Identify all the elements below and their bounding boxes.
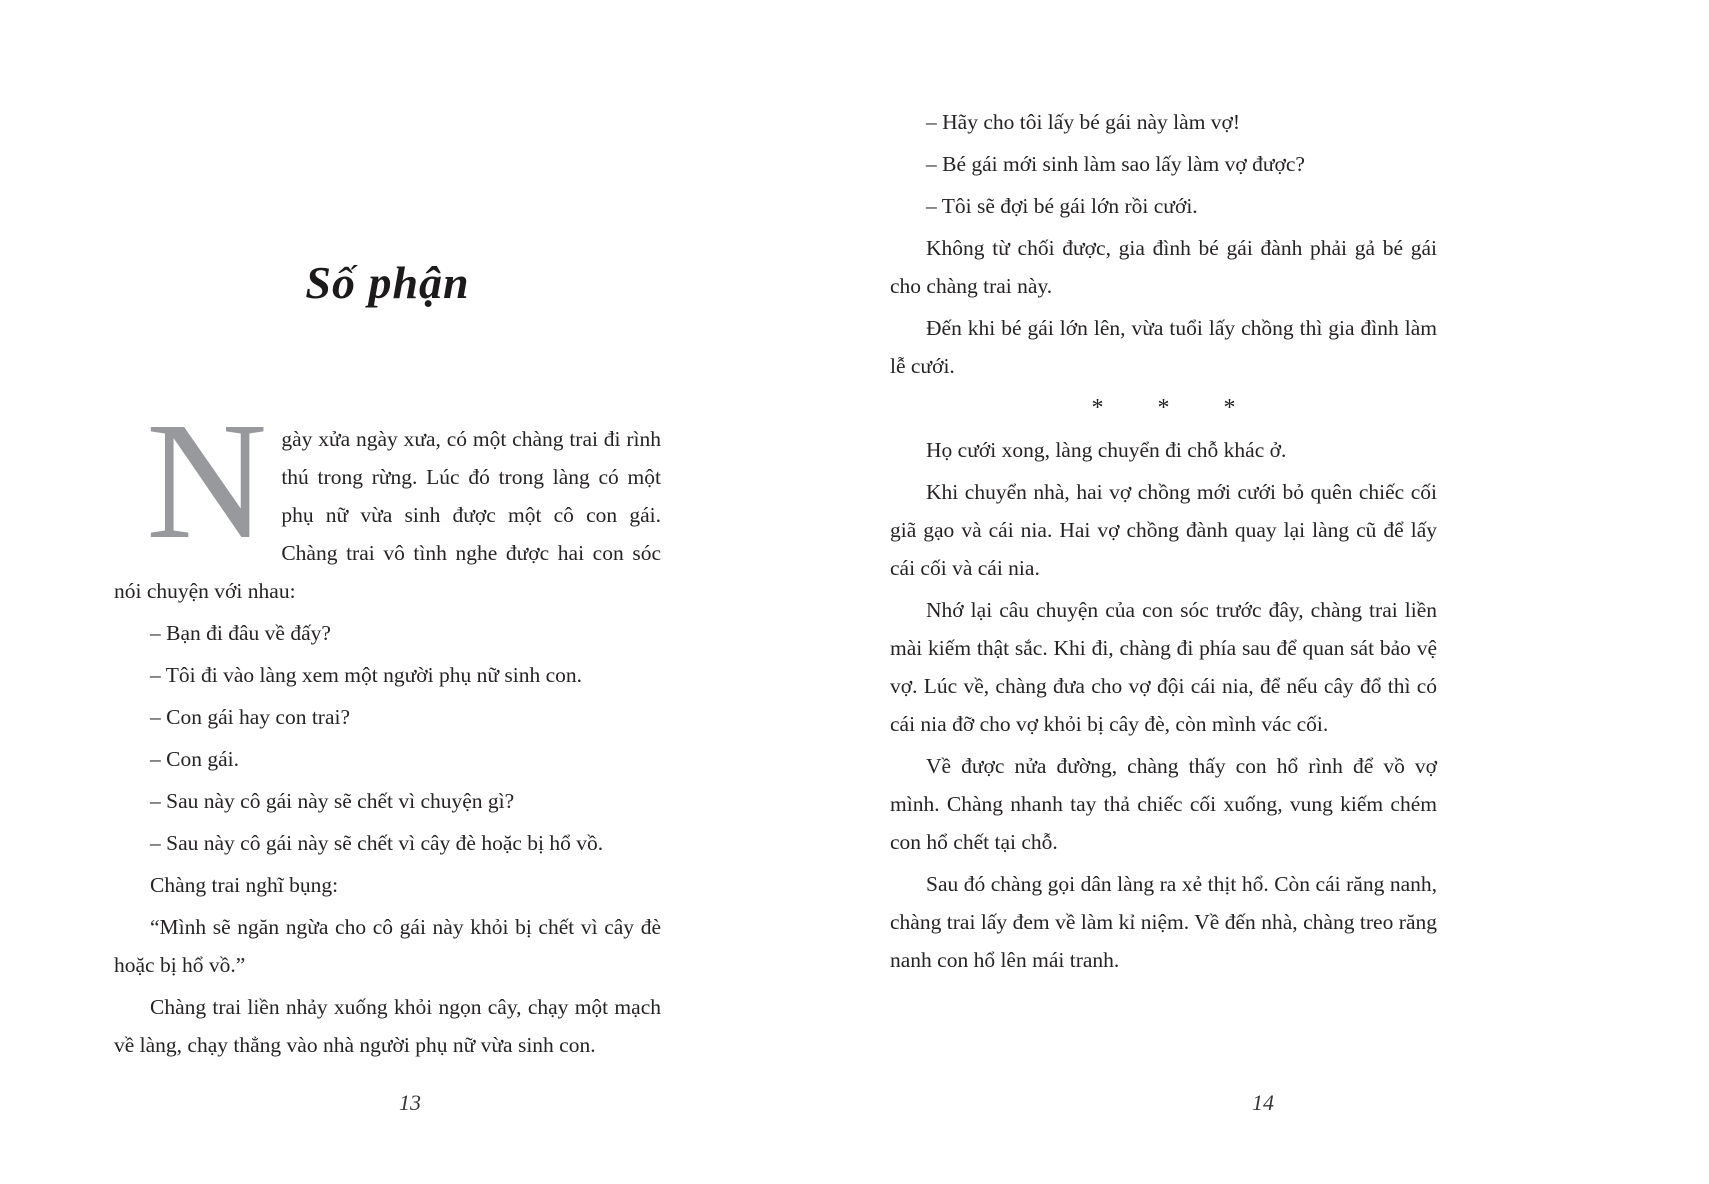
story-title: Số phận [305, 257, 470, 308]
paragraph: Nhớ lại câu chuyện của con sóc trước đây, chàng trai liền mài kiếm thật sắc. Khi đi, chàng đi phía sau để quan sát bảo vệ vợ. Lúc về, chàng đưa cho vợ đội cái nia, để nếu cây đổ thì có cái nia đỡ cho vợ khỏi bị cây đè, còn mình vác cối. [890, 598, 1437, 736]
right-page-paragraphs-top [890, 103, 1437, 385]
paragraph: – Hãy cho tôi lấy bé gái này làm vợ! [926, 110, 1241, 134]
section-separator: * * * [1091, 395, 1260, 421]
paragraph: “Mình sẽ ngăn ngừa cho cô gái này khỏi bị chết vì cây đè hoặc bị hổ vồ.” [114, 915, 661, 977]
paragraph: Khi chuyển nhà, hai vợ chồng mới cưới bỏ quên chiếc cối giã gạo và cái nia. Hai vợ chồng đành quay lại làng cũ để lấy cái cối và cái nia. [890, 480, 1437, 580]
paragraph: – Bé gái mới sinh làm sao lấy làm vợ được? [926, 152, 1305, 176]
paragraph: Họ cưới xong, làng chuyển đi chỗ khác ở. [926, 438, 1287, 462]
paragraph: – Sau này cô gái này sẽ chết vì chuyện gì? [150, 789, 515, 813]
left-page-number: 13 [399, 1090, 421, 1115]
paragraph: Về được nửa đường, chàng thấy con hổ rình để vồ vợ mình. Chàng nhanh tay thả chiếc cối xuống, vung kiếm chém con hổ chết tại chỗ. [890, 754, 1437, 854]
paragraph: – Tôi đi vào làng xem một người phụ nữ sinh con. [150, 663, 582, 687]
opening-paragraph [114, 388, 661, 610]
paragraph: Không từ chối được, gia đình bé gái đành phải gả bé gái cho chàng trai này. [890, 236, 1437, 298]
paragraph: – Sau này cô gái này sẽ chết vì cây đè hoặc bị hổ vồ. [150, 831, 604, 855]
left-page-paragraphs [114, 614, 661, 1064]
paragraph: Sau đó chàng gọi dân làng ra xẻ thịt hổ. Còn cái răng nanh, chàng trai lấy đem về làm kỉ niệm. Về đến nhà, chàng treo răng nanh con hổ lên mái tranh. [890, 872, 1437, 972]
right-page-body [890, 103, 1437, 983]
paragraph: – Bạn đi đâu về đấy? [150, 621, 331, 645]
drop-cap-letter: N [146, 388, 268, 574]
paragraph: – Tôi sẽ đợi bé gái lớn rồi cưới. [926, 194, 1198, 218]
right-page-paragraphs-bottom [890, 431, 1437, 979]
left-page-body [114, 388, 661, 1068]
right-page-number: 14 [1252, 1090, 1274, 1115]
paragraph: Đến khi bé gái lớn lên, vừa tuổi lấy chồng thì gia đình làm lễ cưới. [890, 316, 1437, 378]
opening-paragraph-text: gày xửa ngày xưa, có một chàng trai đi rình thú trong rừng. Lúc đó trong làng có một phụ nữ vừa sinh được một cô con gái. Chàng trai vô tình nghe được hai con sóc nói chuyện với nhau: [114, 427, 661, 603]
paragraph: – Con gái. [150, 747, 239, 771]
paragraph: Chàng trai nghĩ bụng: [150, 873, 339, 897]
paragraph: – Con gái hay con trai? [150, 705, 351, 729]
paragraph: Chàng trai liền nhảy xuống khỏi ngọn cây, chạy một mạch về làng, chạy thẳng vào nhà người phụ nữ vừa sinh con. [114, 995, 661, 1057]
